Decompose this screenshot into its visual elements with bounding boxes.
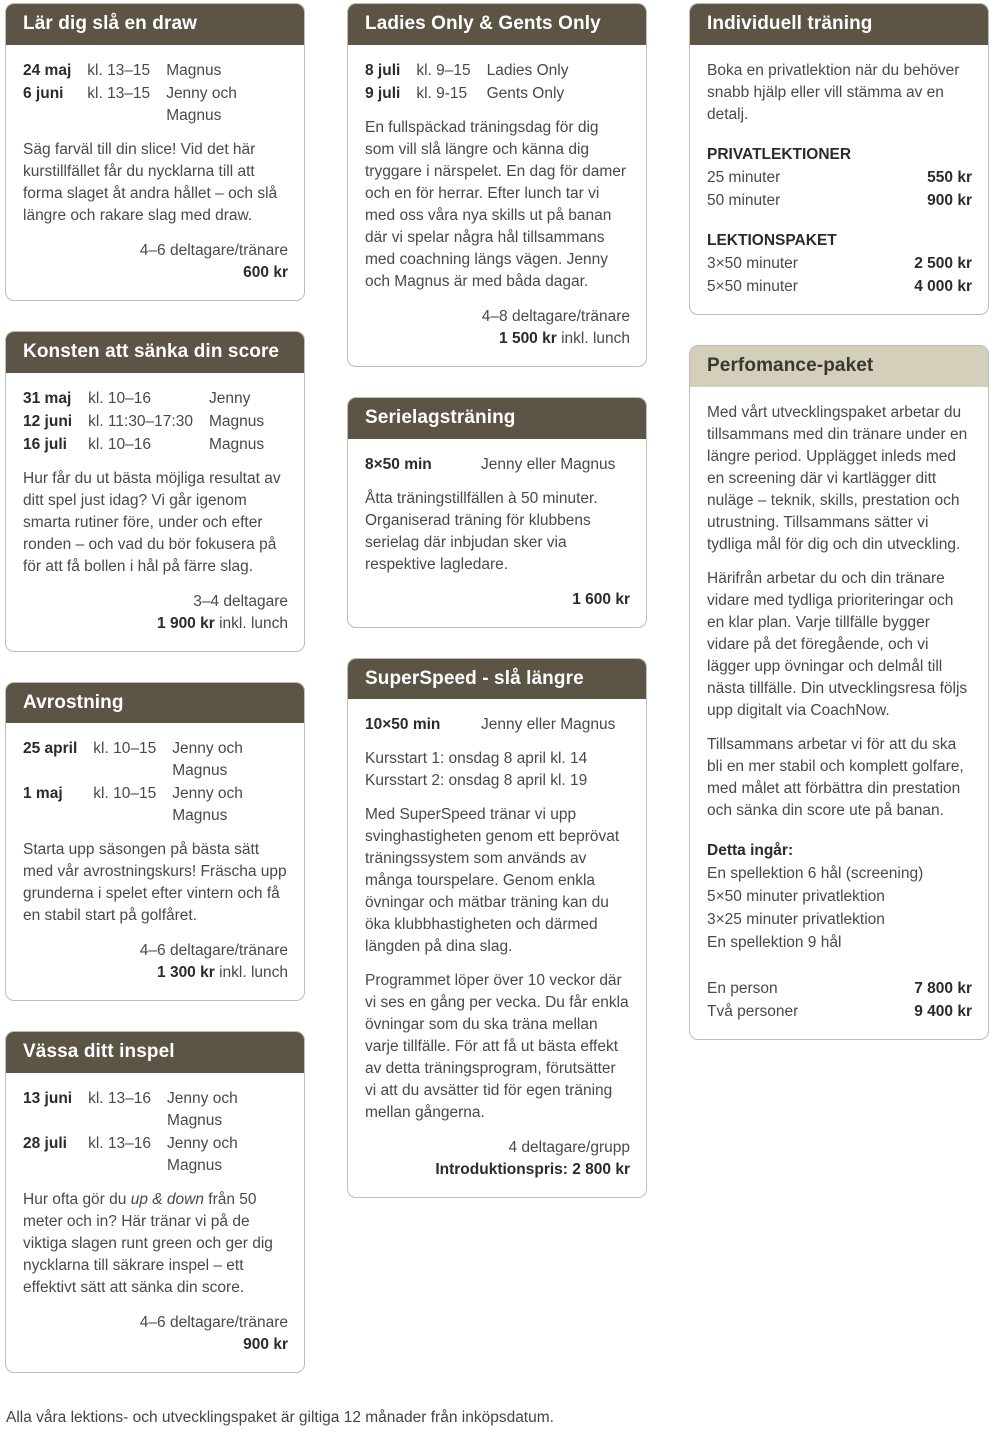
course-card bbox=[689, 3, 989, 315]
participants-note: 4–8 deltagare/tränare bbox=[481, 307, 630, 325]
price-label: 5×50 minuter bbox=[707, 277, 798, 295]
schedule-time: kl. 13–16 bbox=[88, 1090, 152, 1107]
card-body bbox=[348, 699, 646, 1197]
price-row bbox=[707, 978, 972, 1000]
column-3 bbox=[689, 3, 989, 1040]
column-1 bbox=[5, 3, 305, 1373]
card-title: Konsten att sänka din score bbox=[6, 332, 304, 373]
course-card bbox=[5, 1031, 305, 1373]
participants-note: 4–6 deltagare/tränare bbox=[139, 1314, 288, 1331]
schedule-date: 12 juni bbox=[23, 412, 73, 430]
card-footer bbox=[365, 589, 630, 611]
schedule-time: kl. 9–15 bbox=[416, 61, 471, 79]
price-section-heading: PRIVATLEKTIONER bbox=[707, 145, 852, 163]
card-body bbox=[6, 373, 304, 651]
schedule-trainer: Ladies Only bbox=[486, 61, 569, 79]
card-footer bbox=[23, 240, 288, 284]
card-body bbox=[6, 45, 304, 300]
schedule-trainer: Jenny och Magnus bbox=[167, 1135, 238, 1174]
price-line bbox=[23, 962, 288, 984]
session-row bbox=[365, 454, 630, 476]
price: 900 kr bbox=[243, 1336, 288, 1353]
schedule-time: kl. 10–16 bbox=[88, 389, 152, 407]
card-paragraph: Programmet löper över 10 veckor där vi ses en gång per vecka. Du får enkla övningar som du ska träna mellan varje tillfälle. För att få ut bästa effekt av detta träningsprogram, förutsätter vi att du avsätter tid för egen träning mellan gångerna. bbox=[365, 972, 629, 1122]
schedule-date: 9 juli bbox=[365, 84, 401, 102]
card-title: Avrostning bbox=[6, 683, 304, 724]
session-count: 10×50 min bbox=[365, 716, 441, 734]
schedule-time: kl. 10–15 bbox=[93, 785, 157, 803]
card-body bbox=[6, 1073, 304, 1372]
schedule-date: 28 juli bbox=[23, 1135, 67, 1152]
schedule-date: 1 maj bbox=[23, 785, 63, 803]
include-item: 5×50 minuter privatlektion bbox=[707, 887, 885, 905]
schedule-trainer: Gents Only bbox=[486, 84, 565, 102]
course-card bbox=[689, 345, 989, 1040]
price-line bbox=[23, 1334, 288, 1356]
price-value: 9 400 kr bbox=[914, 1002, 972, 1020]
card-body bbox=[690, 45, 988, 314]
schedule-trainer: Magnus bbox=[166, 61, 222, 79]
session-row bbox=[365, 714, 630, 736]
course-card bbox=[5, 3, 305, 301]
price-section-heading: LEKTIONSPAKET bbox=[707, 231, 837, 249]
column-2 bbox=[347, 3, 647, 1198]
schedule-time: kl. 10–16 bbox=[88, 435, 152, 453]
package-price-rows bbox=[707, 978, 972, 1023]
price-suffix: inkl. lunch bbox=[556, 329, 630, 347]
card-title: Serielagsträning bbox=[348, 398, 646, 439]
card-paragraph: Starta upp säsongen på bästa sätt med vår avrostningskurs! Fräscha upp grunderna i spelet efter vintern och få en stabil start på golfåret. bbox=[23, 841, 287, 925]
card-paragraph: Härifrån arbetar du och din tränare vidare med tydliga prioriteringar och en klar plan. Varje tillfälle bygger vidare på det föregående, och vi lägger upp övningar och delmål till nästa tillfälle. Din utvecklingsresa följs upp digitalt via CoachNow. bbox=[707, 569, 968, 719]
participants-note: 4–6 deltagare/tränare bbox=[139, 942, 288, 960]
schedule-date: 24 maj bbox=[23, 61, 72, 79]
text-run: Hur ofta gör du bbox=[23, 1191, 131, 1208]
schedule-trainer: Jenny och Magnus bbox=[167, 1090, 238, 1129]
card-paragraph bbox=[23, 1189, 288, 1299]
session-trainer: Jenny eller Magnus bbox=[481, 716, 616, 734]
card-title: Individuell träning bbox=[690, 4, 988, 45]
card-title: Ladies Only & Gents Only bbox=[348, 4, 646, 45]
price-label: En person bbox=[707, 979, 778, 997]
schedule-trainer: Jenny och Magnus bbox=[172, 740, 243, 780]
course-card bbox=[5, 682, 305, 1002]
schedule-table bbox=[23, 1088, 288, 1177]
participants-note: 4–6 deltagare/tränare bbox=[139, 241, 288, 259]
course-card bbox=[347, 3, 647, 367]
includes-heading: Detta ingår: bbox=[707, 841, 794, 859]
course-start-line: Kursstart 2: onsdag 8 april kl. 19 bbox=[365, 772, 588, 790]
schedule-time: kl. 9-15 bbox=[416, 84, 468, 102]
price-line bbox=[365, 1159, 630, 1181]
card-paragraph: Hur får du ut bästa möjliga resultat av ditt spel just idag? Vi går igenom smarta rutiner före, under och efter ronden – och vad du bör fokusera på för att få bollen i hål på färre slag. bbox=[23, 469, 281, 575]
text-run: från 50 meter och in? Här tränar vi på de viktiga slagen runt green och ger dig nycklarna till säkrare inspel – ett effektivt sätt att sänka din score. bbox=[23, 1191, 273, 1296]
price: 1 900 kr bbox=[157, 614, 215, 632]
schedule-table bbox=[23, 60, 288, 127]
include-item: En spellektion 6 hål (screening) bbox=[707, 864, 924, 882]
schedule-table bbox=[23, 738, 288, 827]
card-footer bbox=[365, 306, 630, 350]
schedule-date: 16 juli bbox=[23, 435, 67, 453]
include-item: 3×25 minuter privatlektion bbox=[707, 910, 885, 928]
price-row bbox=[707, 190, 972, 212]
card-paragraph: Med vårt utvecklingspaket arbetar du tillsammans med din tränare under en längre period. Upplägget inleds med en screening där vi kartlägger ditt nuläge – teknik, skills, prestation och utrustning. Tillsammans sätter vi tydliga mål för dig och din utveckling. bbox=[707, 403, 968, 553]
schedule-time: kl. 10–15 bbox=[93, 740, 157, 758]
include-item: En spellektion 9 hål bbox=[707, 933, 842, 951]
schedule-time: kl. 13–15 bbox=[87, 61, 151, 79]
price-suffix: inkl. lunch bbox=[214, 614, 288, 632]
price: 1 500 kr bbox=[499, 329, 557, 347]
schedule-trainer: Jenny och Magnus bbox=[166, 84, 237, 124]
card-title: Perfomance-paket bbox=[690, 346, 988, 387]
schedule-time: kl. 11:30–17:30 bbox=[88, 412, 193, 430]
price-label: 3×50 minuter bbox=[707, 254, 798, 272]
card-columns bbox=[5, 3, 990, 1373]
price: 600 kr bbox=[243, 263, 288, 281]
card-paragraph: Boka en privatlektion när du behöver snabb hjälp eller vill stämma av en detalj. bbox=[707, 61, 960, 123]
schedule-trainer: Jenny bbox=[208, 389, 251, 407]
schedule-trainer: Jenny och Magnus bbox=[172, 785, 243, 825]
card-title: Lär dig slå en draw bbox=[6, 4, 304, 45]
price: Introduktionspris: 2 800 kr bbox=[435, 1161, 630, 1179]
card-body bbox=[348, 45, 646, 366]
price: 1 300 kr bbox=[157, 964, 215, 982]
course-start-line: Kursstart 1: onsdag 8 april kl. 14 bbox=[365, 750, 588, 768]
session-count: 8×50 min bbox=[365, 455, 432, 473]
course-card bbox=[5, 331, 305, 652]
price-value: 900 kr bbox=[927, 191, 972, 209]
card-footer bbox=[23, 591, 288, 635]
card-paragraph: Tillsammans arbetar vi för att du ska bli en mer stabil och komplett golfare, med målet att förbättra din prestation och sänka din score ute på banan. bbox=[707, 735, 964, 819]
schedule-date: 13 juni bbox=[23, 1090, 73, 1107]
italic-text: up & down bbox=[130, 1191, 204, 1208]
validity-note: Alla våra lektions- och utvecklingspaket är giltiga 12 månader från inköpsdatum. bbox=[6, 1409, 554, 1426]
card-body bbox=[348, 439, 646, 627]
price-row bbox=[707, 167, 972, 189]
price-row bbox=[707, 1001, 972, 1023]
schedule-date: 6 juni bbox=[23, 84, 64, 102]
schedule-date: 31 maj bbox=[23, 389, 72, 407]
price-value: 550 kr bbox=[927, 168, 972, 186]
course-card bbox=[347, 397, 647, 628]
card-body bbox=[690, 387, 988, 1039]
schedule-time: kl. 13–16 bbox=[88, 1135, 152, 1152]
price-value: 7 800 kr bbox=[914, 979, 972, 997]
card-footer bbox=[365, 1137, 630, 1181]
price: 1 600 kr bbox=[572, 590, 630, 608]
price-suffix: inkl. lunch bbox=[214, 964, 288, 982]
card-title: SuperSpeed - slå längre bbox=[348, 659, 646, 700]
course-start-lines bbox=[365, 748, 630, 792]
schedule-trainer: Magnus bbox=[208, 412, 265, 430]
card-paragraph: En fullspäckad träningsdag för dig som vill slå längre och känna dig tryggare i närspelet. En dag för damer och en för herrar. Efter lunch tar vi med oss våra nya skills ut på banan där vi spelar några hål tillsammans med coachning längs vägen. Jenny och Magnus är med båda dagar. bbox=[365, 118, 627, 290]
card-title: Vässa ditt inspel bbox=[6, 1032, 304, 1073]
price-label: Två personer bbox=[707, 1002, 799, 1020]
participants-note: 3–4 deltagare bbox=[193, 592, 288, 610]
schedule-date: 8 juli bbox=[365, 61, 401, 79]
card-paragraph: Säg farväl till din slice! Vid det här kurstillfället får du nycklarna till att forma slaget åt andra hållet – och slå längre och rakare slag med draw. bbox=[23, 140, 278, 224]
session-trainer: Jenny eller Magnus bbox=[481, 455, 616, 473]
schedule-table bbox=[365, 60, 630, 105]
price-value: 2 500 kr bbox=[914, 254, 972, 272]
card-paragraph: Åtta träningstillfällen à 50 minuter. Organiserad träning för klubbens serielag där inbjudan sker via respektive lagledare. bbox=[365, 489, 598, 573]
schedule-date: 25 april bbox=[23, 740, 78, 758]
card-paragraph: Med SuperSpeed tränar vi upp svinghastigheten genom ett beprövat träningssystem som används av många tourspelare. Genom enkla övningar och mätbar träning kan du öka klubbhastigheten och därmed längden på dina slag. bbox=[365, 806, 620, 956]
price-value: 4 000 kr bbox=[914, 277, 972, 295]
price-row bbox=[707, 276, 972, 298]
schedule-time: kl. 13–15 bbox=[87, 84, 151, 102]
schedule-table bbox=[23, 388, 288, 456]
price-line bbox=[365, 328, 630, 350]
price-row bbox=[707, 253, 972, 275]
price-label: 25 minuter bbox=[707, 168, 781, 186]
card-footer bbox=[23, 1312, 288, 1356]
card-footer bbox=[23, 940, 288, 984]
price-line bbox=[23, 613, 288, 635]
card-body bbox=[6, 723, 304, 1000]
price-label: 50 minuter bbox=[707, 191, 781, 209]
price-line bbox=[365, 589, 630, 611]
price-line bbox=[23, 262, 288, 284]
course-card bbox=[347, 658, 647, 1199]
participants-note: 4 deltagare/grupp bbox=[508, 1139, 630, 1157]
schedule-trainer: Magnus bbox=[208, 435, 265, 453]
